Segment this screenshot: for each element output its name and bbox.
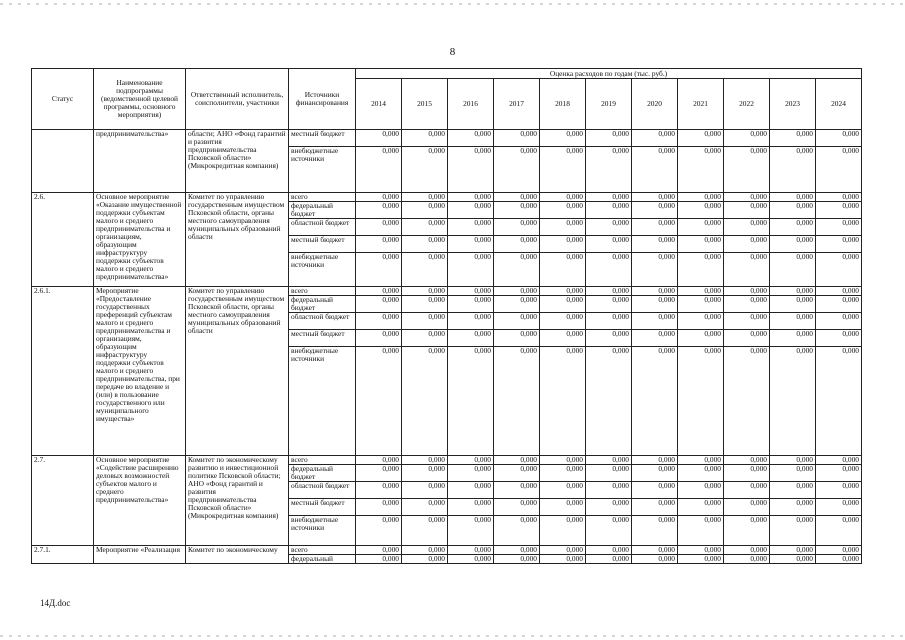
cell-source: федеральный бюджет <box>289 201 356 218</box>
cell-value: 0,000 <box>770 545 816 554</box>
cell-status: 2.6. <box>32 193 94 287</box>
cell-value: 0,000 <box>770 554 816 563</box>
cell-value: 0,000 <box>724 312 770 329</box>
cell-value: 0,000 <box>540 498 586 515</box>
header-responsible: Ответственный исполнитель, соисполнители, участники <box>186 69 289 130</box>
header-year: 2015 <box>402 79 448 130</box>
cell-value: 0,000 <box>494 455 540 464</box>
cell-value: 0,000 <box>770 193 816 202</box>
cell-value: 0,000 <box>448 329 494 346</box>
cell-value: 0,000 <box>724 295 770 312</box>
cell-value: 0,000 <box>540 455 586 464</box>
cell-value: 0,000 <box>770 455 816 464</box>
cell-value: 0,000 <box>586 147 632 193</box>
cell-value: 0,000 <box>356 252 402 286</box>
cell-value: 0,000 <box>494 147 540 193</box>
cell-value: 0,000 <box>632 295 678 312</box>
cell-value: 0,000 <box>816 481 862 498</box>
cell-value: 0,000 <box>724 481 770 498</box>
cell-value: 0,000 <box>448 554 494 563</box>
table-row <box>32 286 862 295</box>
cell-value: 0,000 <box>402 346 448 455</box>
cell-value: 0,000 <box>402 218 448 235</box>
cell-value: 0,000 <box>678 193 724 202</box>
cell-responsible: Комитет по управлению государственным имуществом Псковской области, органы местного самоуправления муниципальных образований области <box>186 286 289 455</box>
cell-value: 0,000 <box>540 286 586 295</box>
cell-value: 0,000 <box>678 252 724 286</box>
cell-value: 0,000 <box>586 329 632 346</box>
cell-value: 0,000 <box>586 218 632 235</box>
cell-value: 0,000 <box>402 312 448 329</box>
cell-value: 0,000 <box>356 201 402 218</box>
header-year: 2022 <box>724 79 770 130</box>
cell-value: 0,000 <box>586 193 632 202</box>
cell-value: 0,000 <box>540 295 586 312</box>
cell-value: 0,000 <box>678 286 724 295</box>
cell-value: 0,000 <box>632 286 678 295</box>
header-estimate: Оценка расходов по годам (тыс. руб.) <box>356 69 862 79</box>
cell-source: федеральный <box>289 554 356 563</box>
cell-value: 0,000 <box>678 218 724 235</box>
cell-value: 0,000 <box>402 455 448 464</box>
cell-value: 0,000 <box>540 252 586 286</box>
cell-source: местный бюджет <box>289 329 356 346</box>
cell-source: внебюджетные источники <box>289 147 356 193</box>
cell-value: 0,000 <box>356 295 402 312</box>
header-name: Наименование подпрограммы (ведомственной целевой программы, основного мероприятия) <box>94 69 186 130</box>
cell-value: 0,000 <box>816 295 862 312</box>
cell-value: 0,000 <box>632 130 678 147</box>
cell-responsible: Комитет по экономическому <box>186 545 289 563</box>
cell-status <box>32 130 94 193</box>
cell-value: 0,000 <box>540 193 586 202</box>
cell-value: 0,000 <box>402 252 448 286</box>
cell-value: 0,000 <box>632 464 678 481</box>
cell-value: 0,000 <box>678 235 724 252</box>
cell-value: 0,000 <box>770 252 816 286</box>
header-year: 2019 <box>586 79 632 130</box>
cell-value: 0,000 <box>402 286 448 295</box>
cell-value: 0,000 <box>586 252 632 286</box>
cell-value: 0,000 <box>402 329 448 346</box>
cell-source: областной бюджет <box>289 481 356 498</box>
header-year: 2023 <box>770 79 816 130</box>
cell-value: 0,000 <box>678 455 724 464</box>
cell-source: внебюджетные источники <box>289 515 356 545</box>
cell-value: 0,000 <box>402 130 448 147</box>
cell-value: 0,000 <box>356 147 402 193</box>
cell-source: местный бюджет <box>289 235 356 252</box>
cell-value: 0,000 <box>402 545 448 554</box>
scan-edge-top <box>0 3 905 5</box>
cell-value: 0,000 <box>448 252 494 286</box>
table-row <box>32 455 862 464</box>
cell-value: 0,000 <box>770 515 816 545</box>
cell-value: 0,000 <box>632 147 678 193</box>
cell-value: 0,000 <box>356 498 402 515</box>
table-row <box>32 193 862 202</box>
cell-value: 0,000 <box>816 554 862 563</box>
cell-value: 0,000 <box>494 252 540 286</box>
cell-value: 0,000 <box>540 312 586 329</box>
cell-value: 0,000 <box>448 455 494 464</box>
cell-value: 0,000 <box>586 481 632 498</box>
cell-value: 0,000 <box>448 130 494 147</box>
cell-value: 0,000 <box>632 252 678 286</box>
cell-value: 0,000 <box>586 286 632 295</box>
cell-value: 0,000 <box>678 554 724 563</box>
cell-value: 0,000 <box>724 286 770 295</box>
cell-value: 0,000 <box>540 515 586 545</box>
cell-value: 0,000 <box>448 193 494 202</box>
cell-value: 0,000 <box>586 312 632 329</box>
cell-value: 0,000 <box>540 201 586 218</box>
cell-value: 0,000 <box>816 193 862 202</box>
header-year: 2020 <box>632 79 678 130</box>
cell-value: 0,000 <box>724 498 770 515</box>
cell-value: 0,000 <box>770 201 816 218</box>
cell-value: 0,000 <box>678 201 724 218</box>
cell-value: 0,000 <box>540 346 586 455</box>
cell-value: 0,000 <box>724 147 770 193</box>
cell-value: 0,000 <box>586 515 632 545</box>
cell-value: 0,000 <box>448 147 494 193</box>
cell-value: 0,000 <box>724 193 770 202</box>
cell-value: 0,000 <box>816 286 862 295</box>
cell-value: 0,000 <box>632 346 678 455</box>
cell-value: 0,000 <box>448 201 494 218</box>
cell-value: 0,000 <box>448 545 494 554</box>
cell-value: 0,000 <box>770 286 816 295</box>
header-year: 2024 <box>816 79 862 130</box>
cell-responsible: Комитет по экономическому развитию и инвестиционной политике Псковской области; АНО «Фонд гарантий и развития предпринимательства Псковской области» (Микрокредитная компания) <box>186 455 289 545</box>
cell-source: всего <box>289 545 356 554</box>
cell-value: 0,000 <box>632 235 678 252</box>
cell-value: 0,000 <box>494 481 540 498</box>
cell-value: 0,000 <box>448 286 494 295</box>
cell-value: 0,000 <box>816 455 862 464</box>
cell-value: 0,000 <box>494 286 540 295</box>
cell-value: 0,000 <box>678 515 724 545</box>
table-body <box>32 130 862 564</box>
cell-value: 0,000 <box>770 147 816 193</box>
cell-value: 0,000 <box>494 218 540 235</box>
cell-value: 0,000 <box>770 312 816 329</box>
cell-value: 0,000 <box>356 346 402 455</box>
cell-status: 2.7. <box>32 455 94 545</box>
cell-value: 0,000 <box>494 235 540 252</box>
cell-value: 0,000 <box>448 464 494 481</box>
cell-value: 0,000 <box>586 498 632 515</box>
cell-value: 0,000 <box>402 235 448 252</box>
cell-value: 0,000 <box>724 515 770 545</box>
cell-value: 0,000 <box>724 554 770 563</box>
cell-value: 0,000 <box>724 130 770 147</box>
cell-value: 0,000 <box>494 193 540 202</box>
cell-value: 0,000 <box>494 515 540 545</box>
cell-source: всего <box>289 455 356 464</box>
cell-value: 0,000 <box>678 130 724 147</box>
cell-value: 0,000 <box>586 130 632 147</box>
cell-source: федеральный бюджет <box>289 295 356 312</box>
cell-value: 0,000 <box>770 295 816 312</box>
cell-value: 0,000 <box>632 554 678 563</box>
cell-value: 0,000 <box>402 193 448 202</box>
cell-value: 0,000 <box>356 554 402 563</box>
cell-value: 0,000 <box>494 130 540 147</box>
cell-status: 2.7.1. <box>32 545 94 563</box>
cell-value: 0,000 <box>770 498 816 515</box>
cell-value: 0,000 <box>724 545 770 554</box>
scan-edge-bottom <box>0 635 905 637</box>
cell-value: 0,000 <box>586 295 632 312</box>
cell-value: 0,000 <box>356 455 402 464</box>
cell-value: 0,000 <box>724 346 770 455</box>
cell-value: 0,000 <box>770 218 816 235</box>
cell-value: 0,000 <box>356 329 402 346</box>
cell-value: 0,000 <box>632 481 678 498</box>
cell-value: 0,000 <box>678 481 724 498</box>
cell-value: 0,000 <box>816 545 862 554</box>
cell-value: 0,000 <box>540 218 586 235</box>
cell-name: Основное мероприятие «Содействие расширению деловых возможностей субъектов малого и среднего предпринимательства» <box>94 455 186 545</box>
cell-source: областной бюджет <box>289 218 356 235</box>
cell-value: 0,000 <box>540 329 586 346</box>
cell-value: 0,000 <box>816 218 862 235</box>
cell-source: местный бюджет <box>289 130 356 147</box>
cell-value: 0,000 <box>448 312 494 329</box>
header-year: 2018 <box>540 79 586 130</box>
cell-value: 0,000 <box>632 201 678 218</box>
cell-value: 0,000 <box>632 312 678 329</box>
cell-value: 0,000 <box>402 481 448 498</box>
cell-value: 0,000 <box>816 130 862 147</box>
cell-value: 0,000 <box>448 515 494 545</box>
cell-value: 0,000 <box>678 498 724 515</box>
cell-value: 0,000 <box>448 346 494 455</box>
cell-value: 0,000 <box>586 235 632 252</box>
cell-value: 0,000 <box>494 201 540 218</box>
cell-value: 0,000 <box>816 329 862 346</box>
cell-responsible: области; АНО «Фонд гарантий и развития предпринимательства Псковской области» (Микрокредитная компания) <box>186 130 289 193</box>
cell-value: 0,000 <box>448 235 494 252</box>
cell-value: 0,000 <box>724 218 770 235</box>
cell-value: 0,000 <box>494 346 540 455</box>
cell-value: 0,000 <box>356 464 402 481</box>
cell-value: 0,000 <box>724 201 770 218</box>
cell-value: 0,000 <box>448 498 494 515</box>
cell-value: 0,000 <box>402 498 448 515</box>
cell-value: 0,000 <box>678 312 724 329</box>
cell-value: 0,000 <box>402 147 448 193</box>
cell-value: 0,000 <box>632 218 678 235</box>
cell-value: 0,000 <box>632 193 678 202</box>
cell-source: всего <box>289 193 356 202</box>
header-year: 2017 <box>494 79 540 130</box>
cell-source: всего <box>289 286 356 295</box>
cell-value: 0,000 <box>494 295 540 312</box>
cell-value: 0,000 <box>494 329 540 346</box>
cell-value: 0,000 <box>678 329 724 346</box>
cell-value: 0,000 <box>356 515 402 545</box>
header-status: Статус <box>32 69 94 130</box>
cell-value: 0,000 <box>402 554 448 563</box>
cell-name: предпринимательства» <box>94 130 186 193</box>
cell-name: Основное мероприятие «Оказание имущественной поддержки субъектам малого и среднего предпринимательства и организациям, образующим инфраструктуру поддержки субъектов малого и среднего предпринимательства» <box>94 193 186 287</box>
page-number: 8 <box>449 46 456 58</box>
cell-value: 0,000 <box>494 312 540 329</box>
cell-value: 0,000 <box>816 498 862 515</box>
cell-status: 2.6.1. <box>32 286 94 455</box>
cell-value: 0,000 <box>770 329 816 346</box>
cell-value: 0,000 <box>540 554 586 563</box>
cell-value: 0,000 <box>724 252 770 286</box>
cell-value: 0,000 <box>678 464 724 481</box>
cell-value: 0,000 <box>816 312 862 329</box>
cell-value: 0,000 <box>678 346 724 455</box>
cell-value: 0,000 <box>632 545 678 554</box>
cell-value: 0,000 <box>540 235 586 252</box>
cell-value: 0,000 <box>540 147 586 193</box>
cell-value: 0,000 <box>356 545 402 554</box>
cell-value: 0,000 <box>356 193 402 202</box>
cell-value: 0,000 <box>632 455 678 464</box>
cell-value: 0,000 <box>816 252 862 286</box>
cell-value: 0,000 <box>632 515 678 545</box>
cell-value: 0,000 <box>448 481 494 498</box>
cell-value: 0,000 <box>770 235 816 252</box>
cell-value: 0,000 <box>816 201 862 218</box>
cell-value: 0,000 <box>816 464 862 481</box>
cell-value: 0,000 <box>816 235 862 252</box>
cell-value: 0,000 <box>586 455 632 464</box>
cell-value: 0,000 <box>494 545 540 554</box>
cell-source: федеральный бюджет <box>289 464 356 481</box>
cell-value: 0,000 <box>770 464 816 481</box>
cell-value: 0,000 <box>678 295 724 312</box>
cell-value: 0,000 <box>724 455 770 464</box>
cell-source: местный бюджет <box>289 498 356 515</box>
cell-value: 0,000 <box>356 286 402 295</box>
cell-value: 0,000 <box>402 515 448 545</box>
cell-value: 0,000 <box>540 130 586 147</box>
header-year: 2014 <box>356 79 402 130</box>
cell-value: 0,000 <box>770 481 816 498</box>
cell-source: областной бюджет <box>289 312 356 329</box>
table-row <box>32 545 862 554</box>
cell-source: внебюджетные источники <box>289 346 356 455</box>
cell-value: 0,000 <box>356 130 402 147</box>
cell-value: 0,000 <box>448 218 494 235</box>
cell-value: 0,000 <box>402 295 448 312</box>
cell-value: 0,000 <box>356 235 402 252</box>
cell-source: внебюджетные источники <box>289 252 356 286</box>
cell-value: 0,000 <box>356 312 402 329</box>
cell-value: 0,000 <box>632 498 678 515</box>
cell-value: 0,000 <box>402 201 448 218</box>
cell-name: Мероприятие «Реализация <box>94 545 186 563</box>
header-sources: Источники финансирования <box>289 69 356 130</box>
cell-value: 0,000 <box>816 515 862 545</box>
expenditure-table <box>31 68 862 564</box>
cell-value: 0,000 <box>724 235 770 252</box>
cell-value: 0,000 <box>770 346 816 455</box>
cell-value: 0,000 <box>678 147 724 193</box>
cell-value: 0,000 <box>540 545 586 554</box>
header-year: 2016 <box>448 79 494 130</box>
cell-value: 0,000 <box>402 464 448 481</box>
cell-value: 0,000 <box>356 218 402 235</box>
cell-value: 0,000 <box>724 329 770 346</box>
footer-filename: 14Д.doc <box>40 598 71 608</box>
cell-value: 0,000 <box>586 346 632 455</box>
cell-value: 0,000 <box>816 147 862 193</box>
cell-value: 0,000 <box>356 481 402 498</box>
cell-value: 0,000 <box>494 498 540 515</box>
cell-value: 0,000 <box>586 464 632 481</box>
cell-value: 0,000 <box>586 545 632 554</box>
header-year: 2021 <box>678 79 724 130</box>
cell-name: Мероприятие «Предоставление государственных преференций субъектам малого и среднего предпринимательства и организациям, образующим инфраструктуру поддержки субъектов малого и среднего предпринимательства, при передаче во владение и (или) в пользование государственного или муниципального имущества» <box>94 286 186 455</box>
cell-value: 0,000 <box>678 545 724 554</box>
cell-value: 0,000 <box>724 464 770 481</box>
cell-value: 0,000 <box>540 481 586 498</box>
cell-value: 0,000 <box>494 554 540 563</box>
cell-value: 0,000 <box>494 464 540 481</box>
cell-value: 0,000 <box>770 130 816 147</box>
cell-value: 0,000 <box>632 329 678 346</box>
cell-value: 0,000 <box>448 295 494 312</box>
cell-responsible: Комитет по управлению государственным имуществом Псковской области, органы местного самоуправления муниципальных образований области <box>186 193 289 287</box>
cell-value: 0,000 <box>540 464 586 481</box>
cell-value: 0,000 <box>816 346 862 455</box>
header-row-1 <box>32 69 862 79</box>
cell-value: 0,000 <box>586 554 632 563</box>
table-row <box>32 130 862 147</box>
cell-value: 0,000 <box>586 201 632 218</box>
